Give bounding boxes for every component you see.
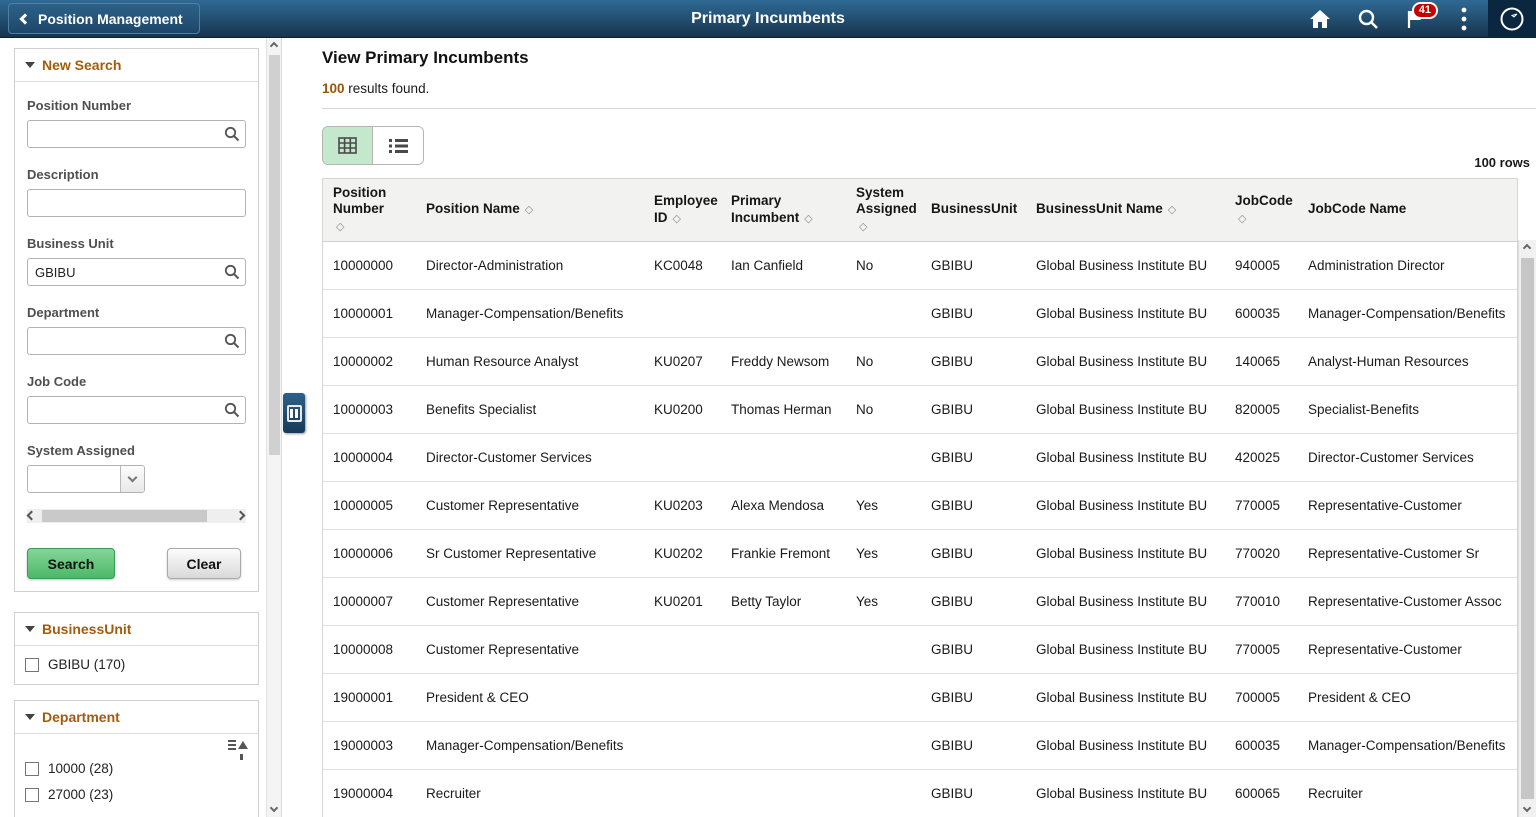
row-count-label: 100 rows: [1474, 155, 1530, 170]
sort-indicator-icon[interactable]: ◇: [672, 212, 681, 225]
table-cell: Customer Representative: [416, 625, 644, 673]
table-cell: 820005: [1225, 385, 1298, 433]
view-toggle-group: [322, 126, 424, 165]
department-input[interactable]: [27, 327, 246, 355]
department-lookup-icon[interactable]: [224, 333, 240, 349]
table-cell: Analyst-Human Resources: [1298, 337, 1517, 385]
table-cell: Customer Representative: [416, 577, 644, 625]
table-cell: Representative-Customer Sr: [1298, 529, 1517, 577]
table-cell: Global Business Institute BU: [1026, 673, 1225, 721]
table-cell: 10000007: [323, 577, 416, 625]
table-cell: Global Business Institute BU: [1026, 289, 1225, 337]
collapse-triangle-icon: [25, 714, 35, 720]
table-cell: 700005: [1225, 673, 1298, 721]
table-scrollbar[interactable]: [1518, 240, 1536, 817]
table-cell: [644, 673, 721, 721]
table-cell: Frankie Fremont: [721, 529, 846, 577]
results-summary: [322, 81, 1536, 109]
collapse-triangle-icon: [25, 626, 35, 632]
sort-indicator-icon[interactable]: ◇: [859, 221, 868, 234]
results-count: 100: [322, 81, 345, 96]
table-cell: [721, 433, 846, 481]
compass-icon: [1499, 6, 1525, 32]
position-number-lookup-icon[interactable]: [224, 126, 240, 142]
home-button[interactable]: [1296, 0, 1344, 38]
table-cell: Global Business Institute BU: [1026, 625, 1225, 673]
grid-view-button[interactable]: [323, 127, 373, 164]
results-table-wrap: [322, 178, 1518, 817]
table-cell: 10000003: [323, 385, 416, 433]
department-facet-title: Department: [42, 709, 120, 725]
table-cell: 10000008: [323, 625, 416, 673]
sort-indicator-icon[interactable]: ◇: [1167, 204, 1177, 217]
table-cell: Representative-Customer Assoc: [1298, 577, 1517, 625]
business-unit-label: Business Unit: [27, 236, 114, 251]
sort-indicator-icon[interactable]: ◇: [524, 204, 534, 217]
new-search-title: New Search: [42, 57, 122, 73]
facet-item-label: 10000 (28): [48, 761, 114, 776]
table-row[interactable]: [323, 481, 1517, 529]
search-icon: [1357, 8, 1379, 30]
table-row[interactable]: [323, 289, 1517, 337]
table-cell: 770010: [1225, 577, 1298, 625]
business-unit-lookup-icon[interactable]: [224, 264, 240, 280]
table-cell: President & CEO: [1298, 673, 1517, 721]
position-number-label: Position Number: [27, 98, 132, 113]
table-cell: 19000003: [323, 721, 416, 769]
table-cell: Yes: [846, 577, 921, 625]
table-cell: [846, 721, 921, 769]
table-cell: GBIBU: [921, 529, 1026, 577]
table-cell: Global Business Institute BU: [1026, 385, 1225, 433]
table-cell: Yes: [846, 481, 921, 529]
table-cell: Ian Canfield: [721, 241, 846, 289]
table-cell: GBIBU: [921, 433, 1026, 481]
checkbox[interactable]: [25, 788, 39, 802]
table-cell: [644, 625, 721, 673]
kebab-menu-icon: [1461, 7, 1467, 31]
table-cell: GBIBU: [921, 241, 1026, 289]
department-facet-header[interactable]: [15, 701, 258, 734]
list-view-button[interactable]: [373, 127, 423, 164]
table-cell: Administration Director: [1298, 241, 1517, 289]
table-cell: Representative-Customer: [1298, 625, 1517, 673]
table-cell: 600035: [1225, 289, 1298, 337]
table-row[interactable]: [323, 673, 1517, 721]
col-employee-id[interactable]: Employee ID ◇: [644, 179, 721, 241]
table-cell: Global Business Institute BU: [1026, 337, 1225, 385]
checkbox[interactable]: [25, 658, 39, 672]
notification-badge: 41: [1412, 2, 1438, 19]
results-text: results found.: [344, 81, 430, 96]
horizontal-scroll-thumb[interactable]: [42, 510, 207, 522]
table-cell: 10000004: [323, 433, 416, 481]
table-cell: GBIBU: [921, 625, 1026, 673]
table-cell: Manager-Compensation/Benefits: [416, 721, 644, 769]
table-cell: 770020: [1225, 529, 1298, 577]
department-label: Department: [27, 305, 100, 320]
system-assigned-select[interactable]: [27, 465, 145, 493]
sort-indicator-icon[interactable]: ◇: [1238, 212, 1247, 225]
table-cell: [644, 433, 721, 481]
col-primary-incumbent[interactable]: Primary Incumbent ◇: [721, 179, 846, 241]
table-cell: Global Business Institute BU: [1026, 433, 1225, 481]
table-cell: [721, 769, 846, 817]
new-search-header[interactable]: [15, 49, 258, 82]
facet-item-label: 27000 (23): [48, 787, 114, 802]
scroll-left-icon[interactable]: [28, 512, 36, 520]
table-cell: 600065: [1225, 769, 1298, 817]
table-cell: 10000000: [323, 241, 416, 289]
sort-ascending-icon: [228, 740, 236, 750]
table-cell: 19000004: [323, 769, 416, 817]
page-title: View Primary Incumbents: [322, 48, 529, 67]
table-cell: Global Business Institute BU: [1026, 769, 1225, 817]
facet-item-label: GBIBU (170): [48, 657, 126, 672]
table-cell: Customer Representative: [416, 481, 644, 529]
table-cell: Manager-Compensation/Benefits: [1298, 721, 1517, 769]
col-businessunit-name[interactable]: BusinessUnit Name ◇: [1026, 179, 1225, 241]
table-cell: Global Business Institute BU: [1026, 529, 1225, 577]
table-cell: Alexa Mendosa: [721, 481, 846, 529]
facet-item-10000[interactable]: [15, 750, 258, 776]
table-cell: 10000005: [323, 481, 416, 529]
home-icon: [1309, 9, 1331, 29]
table-cell: President & CEO: [416, 673, 644, 721]
table-cell: KU0203: [644, 481, 721, 529]
table-cell: [846, 769, 921, 817]
table-cell: Manager-Compensation/Benefits: [416, 289, 644, 337]
table-cell: Director-Administration: [416, 241, 644, 289]
top-bar: [0, 0, 1536, 38]
global-search-button[interactable]: [1344, 0, 1392, 38]
sort-arrow-icon: [238, 741, 248, 749]
description-input[interactable]: [27, 189, 246, 217]
chevron-down-icon: [128, 472, 138, 482]
facet-item-27000[interactable]: [15, 776, 258, 802]
description-label: Description: [27, 167, 99, 182]
job-code-lookup-icon[interactable]: [224, 402, 240, 418]
table-cell: 10000001: [323, 289, 416, 337]
notifications-button[interactable]: [1392, 0, 1440, 38]
col-system-assigned[interactable]: System Assigned ◇: [846, 179, 921, 241]
table-cell: Specialist-Benefits: [1298, 385, 1517, 433]
table-cell: [846, 289, 921, 337]
table-cell: Freddy Newsom: [721, 337, 846, 385]
table-cell: Director-Customer Services: [1298, 433, 1517, 481]
table-row[interactable]: [323, 385, 1517, 433]
table-row[interactable]: [323, 529, 1517, 577]
table-cell: No: [846, 241, 921, 289]
table-cell: 140065: [1225, 337, 1298, 385]
actions-menu-button[interactable]: [1440, 0, 1488, 38]
table-cell: [644, 769, 721, 817]
table-cell: Director-Customer Services: [416, 433, 644, 481]
back-button-label: Position Management: [38, 10, 183, 27]
table-cell: GBIBU: [921, 577, 1026, 625]
businessunit-facet-header[interactable]: [15, 613, 258, 646]
table-cell: Sr Customer Representative: [416, 529, 644, 577]
table-cell: [846, 433, 921, 481]
table-cell: 770005: [1225, 481, 1298, 529]
page-header-title: Primary Incumbents: [691, 10, 845, 27]
table-cell: 770005: [1225, 625, 1298, 673]
table-cell: GBIBU: [921, 721, 1026, 769]
table-cell: Yes: [846, 529, 921, 577]
table-cell: [644, 721, 721, 769]
facet-sort-button[interactable]: [228, 740, 248, 750]
table-scroll-thumb[interactable]: [1521, 258, 1534, 799]
businessunit-facet: [14, 612, 259, 685]
table-cell: No: [846, 385, 921, 433]
results-table: [323, 179, 1517, 817]
table-cell: 600035: [1225, 721, 1298, 769]
table-cell: GBIBU: [921, 673, 1026, 721]
department-facet: [14, 700, 259, 817]
table-cell: KC0048: [644, 241, 721, 289]
sidebar-scroll-thumb[interactable]: [269, 55, 280, 455]
navbar-button[interactable]: [1488, 0, 1536, 38]
table-cell: GBIBU: [921, 289, 1026, 337]
table-cell: [721, 721, 846, 769]
job-code-input[interactable]: [27, 396, 246, 424]
table-cell: Global Business Institute BU: [1026, 481, 1225, 529]
system-assigned-label: System Assigned: [27, 443, 135, 458]
table-cell: Global Business Institute BU: [1026, 241, 1225, 289]
table-row[interactable]: [323, 241, 1517, 289]
table-cell: 19000001: [323, 673, 416, 721]
sort-indicator-icon[interactable]: ◇: [336, 221, 345, 234]
table-cell: 420025: [1225, 433, 1298, 481]
table-row[interactable]: [323, 721, 1517, 769]
scroll-right-icon[interactable]: [237, 512, 245, 520]
table-cell: [721, 673, 846, 721]
sort-arrow-stem: [240, 754, 243, 760]
system-assigned-value: [28, 466, 120, 492]
position-number-input[interactable]: [27, 120, 246, 148]
table-cell: No: [846, 337, 921, 385]
table-cell: 10000002: [323, 337, 416, 385]
table-cell: Benefits Specialist: [416, 385, 644, 433]
col-position-name[interactable]: Position Name ◇: [416, 179, 644, 241]
business-unit-input[interactable]: [27, 258, 246, 286]
col-position-number[interactable]: Position Number ◇: [323, 179, 416, 241]
businessunit-facet-title: BusinessUnit: [42, 621, 132, 637]
panel-drag-handle[interactable]: [283, 393, 305, 433]
table-row[interactable]: [323, 433, 1517, 481]
job-code-label: Job Code: [27, 374, 87, 389]
col-jobcode[interactable]: JobCode ◇: [1225, 179, 1298, 241]
scroll-up-icon[interactable]: [1524, 245, 1531, 252]
table-header-row: [323, 179, 1517, 241]
back-chevron-icon: [19, 13, 30, 24]
table-cell: GBIBU: [921, 481, 1026, 529]
table-cell: GBIBU: [921, 769, 1026, 817]
col-businessunit: BusinessUnit: [921, 179, 1026, 241]
facet-item-gbibu[interactable]: [15, 646, 258, 672]
table-row[interactable]: [323, 337, 1517, 385]
checkbox[interactable]: [25, 762, 39, 776]
table-cell: Betty Taylor: [721, 577, 846, 625]
scroll-down-icon[interactable]: [271, 805, 278, 812]
table-cell: Global Business Institute BU: [1026, 577, 1225, 625]
table-cell: 10000006: [323, 529, 416, 577]
clear-button[interactable]: Clear: [167, 548, 241, 579]
table-cell: Global Business Institute BU: [1026, 721, 1225, 769]
new-search-panel: [14, 48, 259, 592]
table-cell: [846, 673, 921, 721]
pause-bars-icon: [287, 405, 302, 422]
table-cell: [846, 625, 921, 673]
sidebar-scrollbar[interactable]: [266, 38, 281, 817]
sidebar-horizontal-scrollbar[interactable]: [27, 509, 246, 523]
table-cell: [721, 289, 846, 337]
table-cell: Human Resource Analyst: [416, 337, 644, 385]
table-cell: 940005: [1225, 241, 1298, 289]
table-cell: KU0207: [644, 337, 721, 385]
table-cell: Thomas Herman: [721, 385, 846, 433]
table-cell: KU0200: [644, 385, 721, 433]
select-dropdown-button[interactable]: [120, 466, 144, 492]
table-cell: Recruiter: [416, 769, 644, 817]
search-button[interactable]: Search: [27, 548, 115, 579]
table-row[interactable]: [323, 625, 1517, 673]
table-cell: [721, 625, 846, 673]
list-view-icon: [389, 138, 408, 154]
table-cell: Manager-Compensation/Benefits: [1298, 289, 1517, 337]
search-sidebar: [0, 38, 282, 817]
table-cell: GBIBU: [921, 337, 1026, 385]
table-cell: Recruiter: [1298, 769, 1517, 817]
collapse-triangle-icon: [25, 62, 35, 68]
back-button[interactable]: [8, 3, 200, 34]
col-jobcode-name: JobCode Name: [1298, 179, 1517, 241]
table-cell: GBIBU: [921, 385, 1026, 433]
grid-view-icon: [338, 137, 357, 154]
sort-indicator-icon[interactable]: ◇: [804, 212, 813, 225]
scroll-down-icon[interactable]: [1524, 805, 1531, 812]
table-body: [323, 241, 1517, 817]
table-cell: [644, 289, 721, 337]
table-cell: KU0201: [644, 577, 721, 625]
main-content: [322, 38, 1536, 817]
scroll-up-icon[interactable]: [271, 43, 278, 50]
table-cell: KU0202: [644, 529, 721, 577]
table-row[interactable]: [323, 577, 1517, 625]
table-row[interactable]: [323, 769, 1517, 817]
table-cell: Representative-Customer: [1298, 481, 1517, 529]
